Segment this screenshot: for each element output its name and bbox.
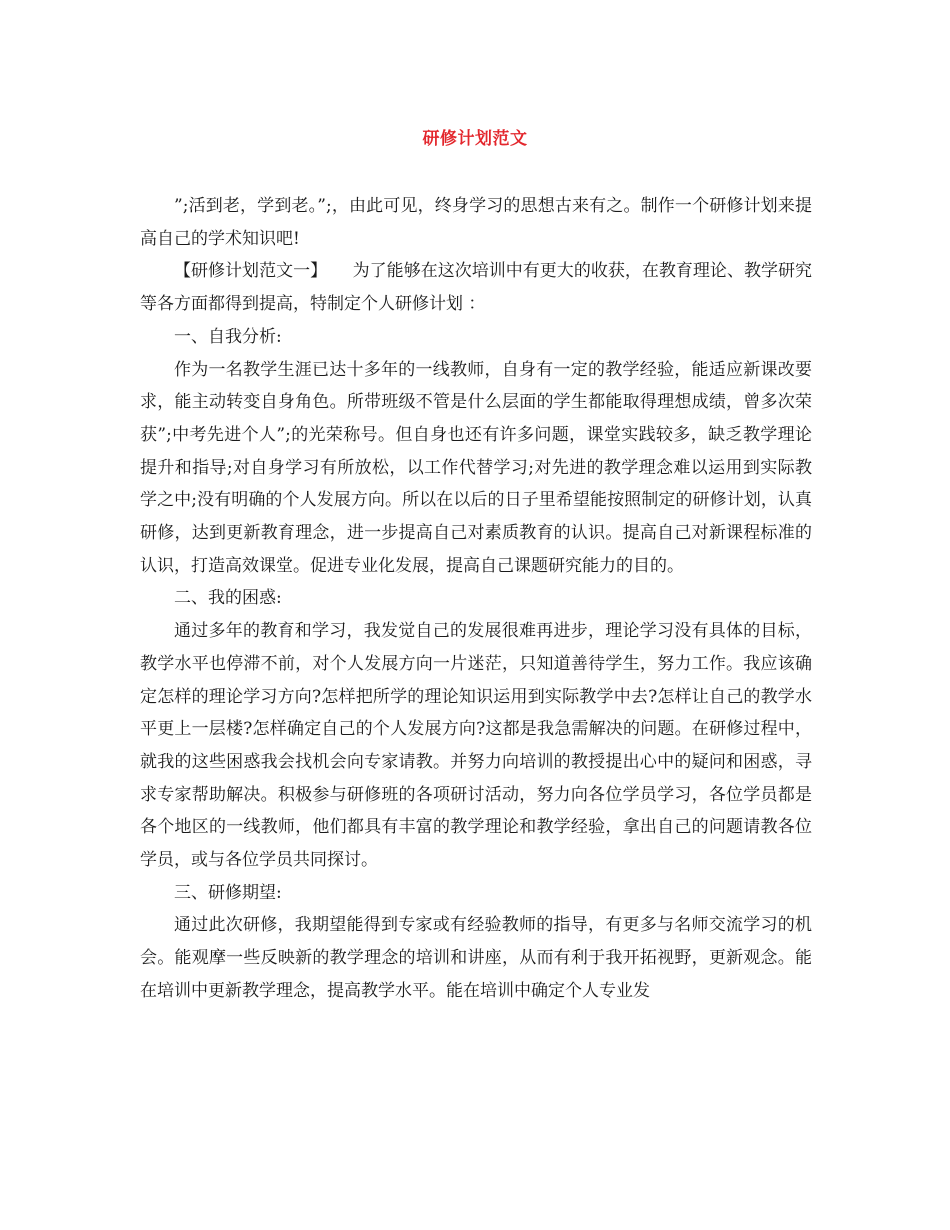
document-body: [140, 190, 812, 1008]
document-title: 研修计划范文: [422, 129, 528, 149]
section-heading-confusion: 二、我的困惑:: [174, 588, 282, 609]
section-heading-self-analysis: 一、自我分析:: [174, 326, 282, 347]
confusion-paragraph: 通过多年的教育和学习，我发觉自己的发展很难再进步，理论学习没有具体的目标，教学水平也停滞不前，对个人发展方向一片迷茫，只知道善待学生，努力工作。我应该确定怎样的理论学习方向?怎样把所学的理论知识运用到实际教学中去?怎样让自己的教学水平更上一层楼?怎样确定自己的个人发展方向?这都是我急需解决的问题。在研修过程中，就我的这些困惑我会找机会向专家请教。并努力向培训的教授提出心中的疑问和困惑，寻求专家帮助解决。积极参与研修班的各项研讨活动，努力向各位学员学习，各位学员都是各个地区的一线教师，他们都具有丰富的教学理论和教学经验，拿出自己的问题请教各位学员，或与各位学员共同探讨。: [140, 621, 812, 871]
expectation-paragraph: 通过此次研修，我期望能得到专家或有经验教师的指导，有更多与名师交流学习的机会。能观摩一些反映新的教学理念的培训和讲座，从而有利于我开拓视野，更新观念。能在培训中更新教学理念，提高教学水平。能在培训中确定个人专业发: [140, 915, 812, 1001]
self-analysis-paragraph: 作为一名教学生涯已达十多年的一线教师，自身有一定的教学经验，能适应新课改要求，能主动转变自身角色。所带班级不管是什么层面的学生都能取得理想成绩，曾多次荣获”;中考先进个人”;的光荣称号。但自身也还有许多问题，课堂实践较多，缺乏教学理论提升和指导;对自身学习有所放松，以工作代替学习;对先进的教学理念难以运用到实际教学之中;没有明确的个人发展方向。所以在以后的日子里希望能按照制定的研修计划，认真研修，达到更新教育理念，进一步提高自己对素质教育的认识。提高自己对新课程标准的认识，打造高效课堂。促进专业化发展，提高自己课题研究能力的目的。: [140, 359, 812, 576]
section-heading-expectation: 三、研修期望:: [174, 882, 282, 903]
intro-paragraph: ”;活到老，学到老。”;，由此可见，终身学习的思想古来有之。制作一个研修计划来提高自己的学术知识吧!: [140, 196, 812, 249]
section-intro-paragraph: 【研修计划范文一】 为了能够在这次培训中有更大的收获，在教育理论、教学研究等各方面都得到提高，特制定个人研修计划 ：: [140, 261, 812, 315]
